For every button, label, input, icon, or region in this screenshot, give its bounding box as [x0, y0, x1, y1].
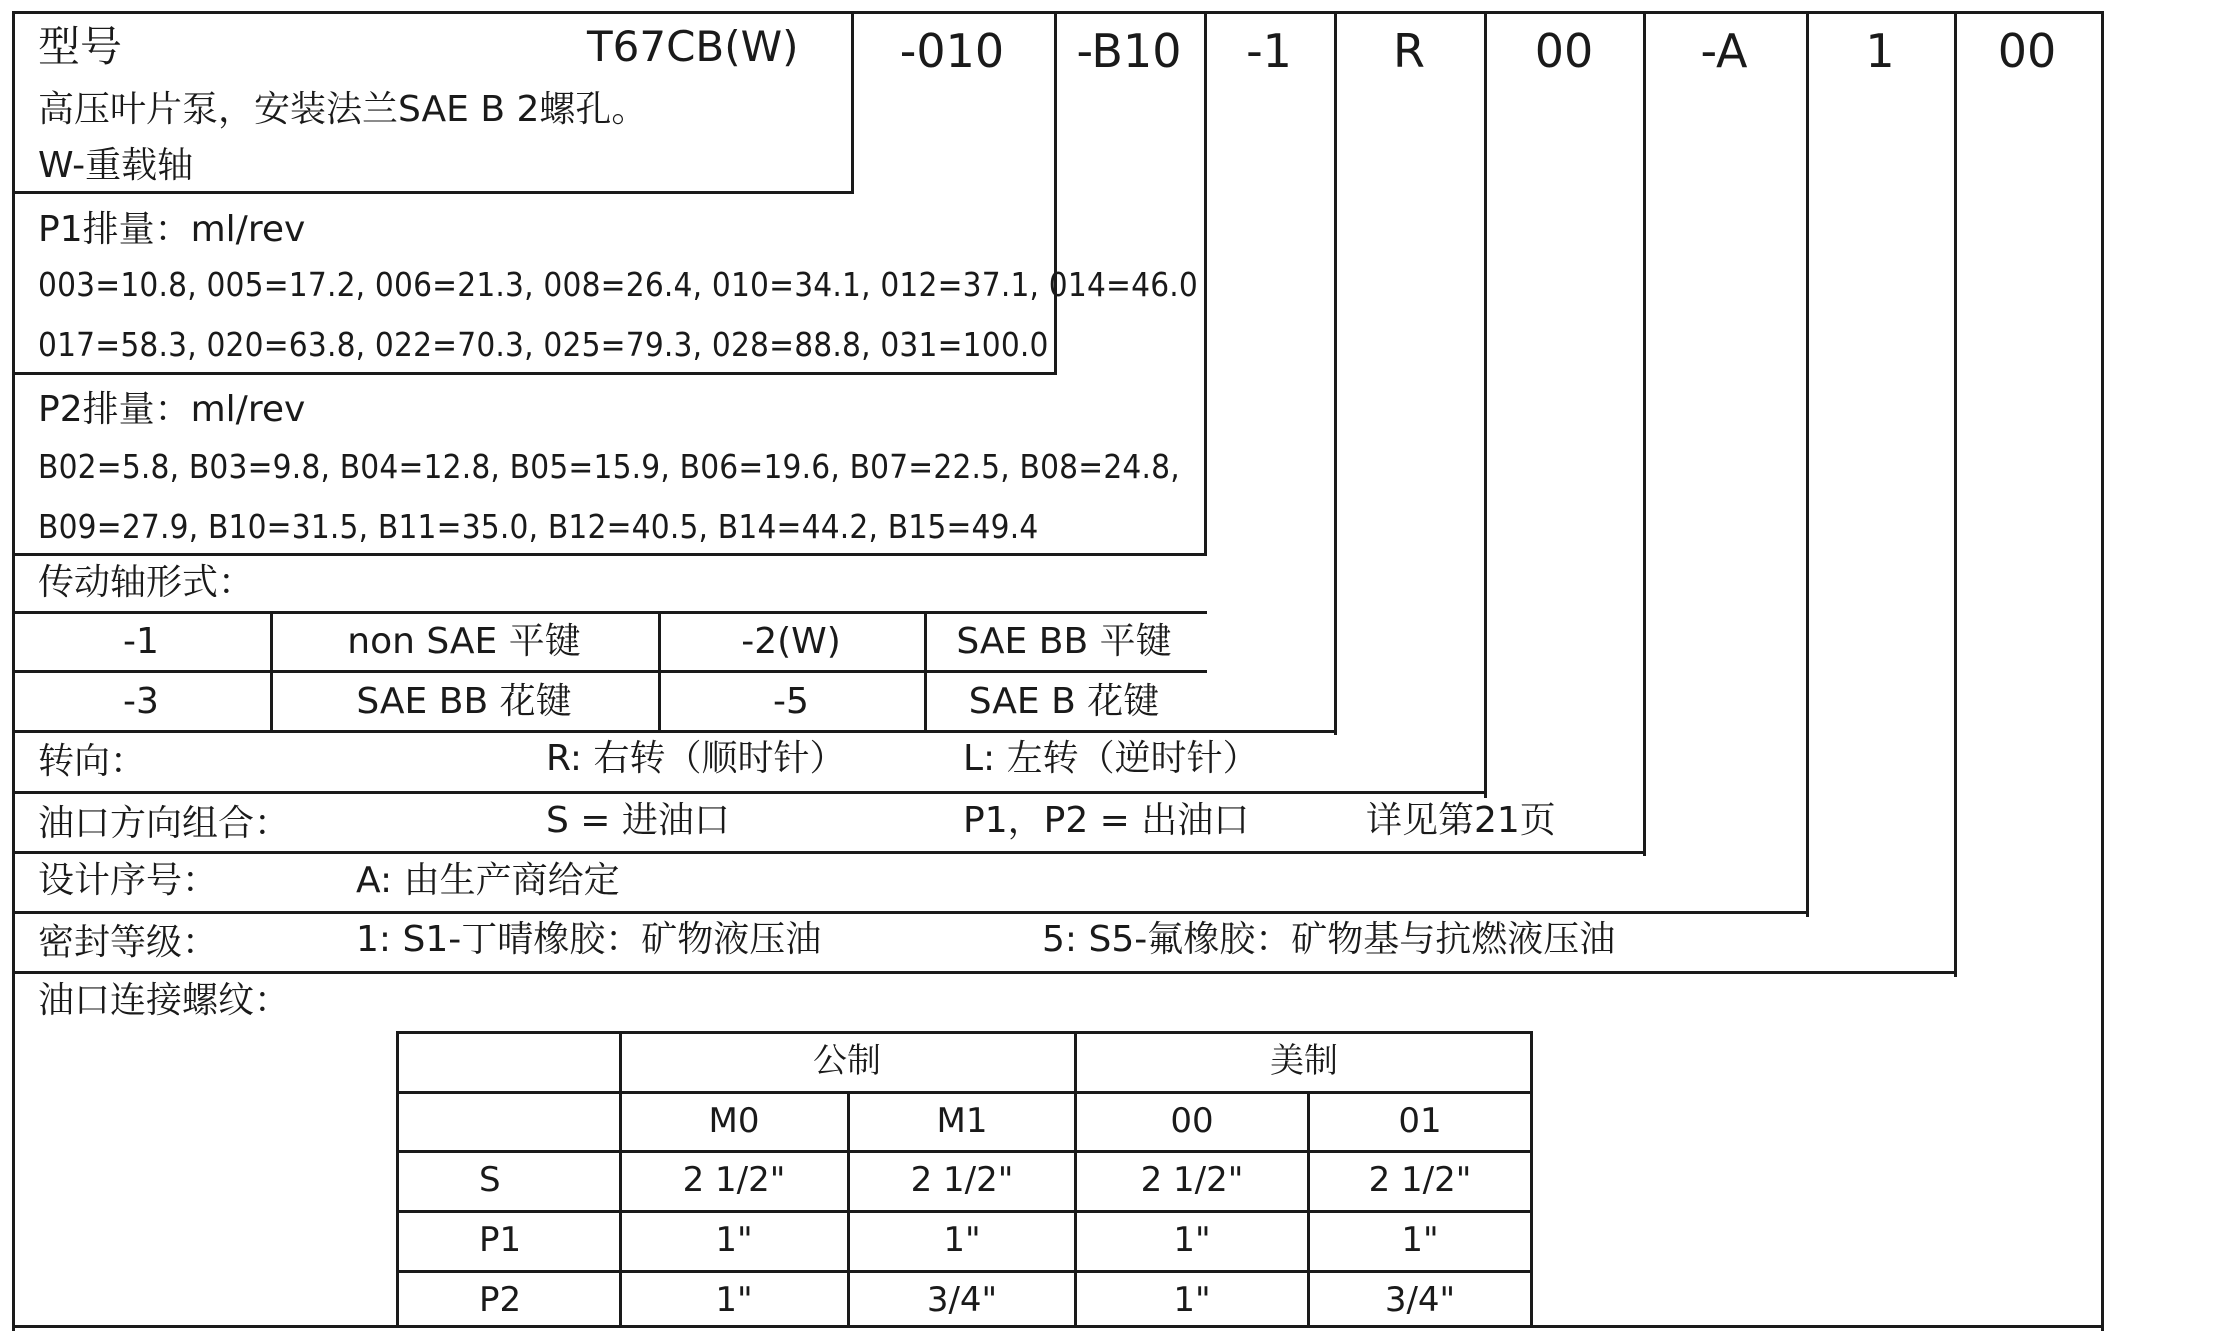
tt-line — [396, 1031, 1533, 1034]
code-shaft: -1 — [1246, 24, 1292, 78]
code-thread: 00 — [1997, 24, 2057, 78]
thread-cell: 3/4" — [926, 1280, 998, 1320]
shaft-code: -3 — [123, 681, 159, 722]
thread-cell: 2 1/2" — [682, 1160, 786, 1200]
line-port — [12, 851, 1646, 854]
shaft-code: -5 — [773, 681, 809, 722]
thread-col-00: 00 — [1170, 1101, 1214, 1141]
seal-title: 密封等级： — [38, 922, 219, 963]
code-port: 00 — [1534, 24, 1594, 78]
seal-option-1: 1: S1-丁晴橡胶：矿物液压油 — [356, 919, 822, 960]
thread-cell: 2 1/2" — [910, 1160, 1014, 1200]
sep-design — [1643, 11, 1646, 856]
shaft-col2 — [658, 611, 661, 733]
right-border — [2101, 11, 2104, 1331]
sep-p1 — [851, 11, 854, 194]
thread-cell: 1" — [943, 1220, 981, 1260]
port-reference: 详见第21页 — [1366, 800, 1556, 841]
shaft-code: -2(W) — [741, 621, 841, 662]
port-outlet: P1，P2 = 出油口 — [963, 800, 1250, 841]
tt-vline — [619, 1031, 622, 1328]
tt-line — [396, 1150, 1533, 1153]
top-border — [12, 11, 2104, 14]
thread-cell: 1" — [1401, 1220, 1439, 1260]
model-shaft-note: W-重载轴 — [38, 145, 194, 186]
sep-thread — [1954, 11, 1957, 977]
rotation-right: R: 右转（顺时针） — [546, 738, 846, 779]
line-shaft-row2 — [12, 730, 1337, 733]
code-rotation: R — [1393, 24, 1425, 78]
thread-metric-header: 公制 — [813, 1041, 881, 1081]
code-design: -A — [1700, 24, 1748, 78]
p1-values-2: 017=58.3, 020=63.8, 022=70.3, 025=79.3, 028=88.8, 031=100.0 — [38, 325, 1049, 364]
p2-values-2: B09=27.9, B10=31.5, B11=35.0, B12=40.5, B14=44.2, B15=49.4 — [38, 507, 1039, 546]
sep-port — [1484, 11, 1487, 798]
shaft-code: -1 — [123, 621, 159, 662]
model-label: 型号 — [38, 22, 123, 71]
line-model — [12, 191, 854, 194]
thread-title: 油口连接螺纹： — [38, 980, 291, 1021]
model-desc: 高压叶片泵，安装法兰SAE B 2螺孔。 — [38, 89, 648, 130]
design-title: 设计序号： — [38, 860, 219, 901]
thread-cell: 3/4" — [1384, 1280, 1456, 1320]
thread-us-header: 美制 — [1270, 1041, 1338, 1081]
model-series: T67CB(W) — [587, 22, 799, 71]
tt-vline — [1074, 1031, 1077, 1328]
design-value: A: 由生产商给定 — [356, 860, 620, 901]
p1-values-1: 003=10.8, 005=17.2, 006=21.3, 008=26.4, 010=34.1, 012=37.1, 014=46.0 — [38, 265, 1199, 304]
line-seal — [12, 971, 1957, 974]
thread-cell: 1" — [715, 1280, 753, 1320]
shaft-col3 — [924, 611, 927, 733]
rotation-title: 转向： — [38, 741, 147, 782]
seal-option-5: 5: S5-氟橡胶：矿物基与抗燃液压油 — [1042, 919, 1616, 960]
code-p2: -B10 — [1076, 24, 1182, 78]
line-shaft-row1 — [12, 670, 1207, 673]
rotation-left: L: 左转（逆时针） — [963, 738, 1259, 779]
port-inlet: S = 进油口 — [546, 800, 730, 841]
sep-rot — [1334, 11, 1337, 735]
sep-shaft — [1204, 11, 1207, 556]
tt-vline — [396, 1031, 399, 1328]
thread-cell: 1" — [715, 1220, 753, 1260]
line-shaft-title — [12, 611, 1207, 614]
p2-title: P2排量：ml/rev — [38, 389, 306, 430]
thread-col-m1: M1 — [936, 1101, 988, 1141]
tt-vline — [1307, 1091, 1310, 1328]
thread-cell: 1" — [1173, 1280, 1211, 1320]
line-rotation — [12, 791, 1487, 794]
line-p1 — [12, 372, 1057, 375]
thread-row-port: P1 — [479, 1220, 522, 1260]
tt-vline — [847, 1091, 850, 1328]
shaft-desc: SAE B 花键 — [968, 681, 1160, 722]
code-p1: -010 — [899, 24, 1005, 78]
line-p2 — [12, 553, 1207, 556]
port-title: 油口方向组合： — [38, 803, 291, 844]
shaft-title: 传动轴形式： — [38, 562, 255, 603]
p2-values-1: B02=5.8, B03=9.8, B04=12.8, B05=15.9, B06=19.6, B07=22.5, B08=24.8, — [38, 447, 1180, 486]
thread-col-m0: M0 — [708, 1101, 760, 1141]
tt-line — [396, 1091, 1533, 1094]
thread-cell: 1" — [1173, 1220, 1211, 1260]
sep-p2 — [1054, 11, 1057, 375]
line-design — [12, 911, 1809, 914]
thread-col-01: 01 — [1398, 1101, 1442, 1141]
p1-title: P1排量：ml/rev — [38, 209, 306, 250]
thread-row-port: P2 — [479, 1280, 522, 1320]
thread-cell: 2 1/2" — [1140, 1160, 1244, 1200]
shaft-desc: SAE BB 花键 — [356, 681, 572, 722]
code-seal: 1 — [1865, 24, 1895, 78]
thread-cell: 2 1/2" — [1368, 1160, 1472, 1200]
shaft-desc: SAE BB 平键 — [956, 621, 1172, 662]
thread-row-port: S — [479, 1160, 501, 1200]
sep-seal — [1806, 11, 1809, 917]
shaft-desc: non SAE 平键 — [347, 621, 581, 662]
shaft-col1 — [270, 611, 273, 733]
tt-line — [396, 1270, 1533, 1273]
tt-line — [396, 1210, 1533, 1213]
tt-vline — [1530, 1031, 1533, 1328]
